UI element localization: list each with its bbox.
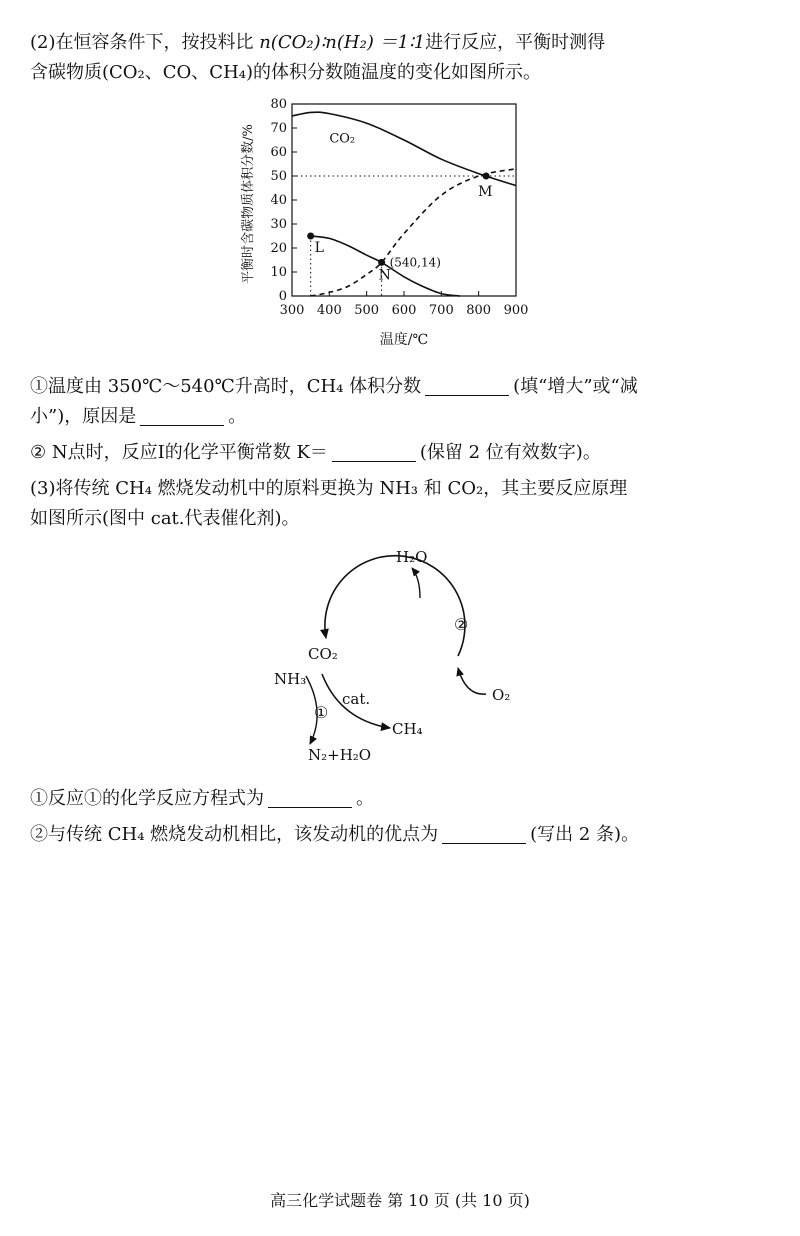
reaction-cycle-diagram	[260, 534, 540, 770]
y-tick-label: 40	[270, 193, 287, 208]
x-tick-label: 600	[391, 303, 417, 318]
volume-fraction-chart	[232, 94, 542, 356]
label-nh3: NH₃	[274, 670, 307, 688]
point-group	[307, 173, 492, 297]
q2-intro-line1	[30, 30, 770, 56]
q-a1-reason-text: 小”)，原因是	[30, 406, 137, 427]
label-n2-h2o: N₂+H₂O	[308, 746, 372, 764]
q-b2-hint: (写出 2 条)。	[530, 824, 640, 845]
q-b1-text: ①反应①的化学反应方程式为	[30, 788, 264, 809]
chart-ylabel: 平衡时含碳物质体积分数/%	[241, 124, 256, 284]
q-b2-text: ②与传统 CH₄ 燃烧发动机相比，该发动机的优点为	[30, 824, 439, 845]
label-cat: cat.	[342, 690, 371, 708]
point-label-L: L	[314, 240, 324, 256]
label-h2o: H₂O	[396, 548, 428, 566]
q-a2-hint: (保留 2 位有效数字)。	[419, 442, 601, 463]
q2-intro-text: (2)在恒容条件下，按投料比	[30, 32, 260, 53]
series-label-co2: CO₂	[329, 131, 356, 147]
x-tick-label: 300	[279, 303, 305, 318]
y-tick-label: 20	[270, 241, 287, 256]
o2-in-arrow	[458, 668, 486, 694]
q-b1-end: 。	[356, 788, 374, 809]
q2-intro-line2: 含碳物质(CO₂、CO、CH₄)的体积分数随温度的变化如图所示。	[30, 62, 542, 83]
x-tick-group	[280, 291, 529, 318]
label-ch4: CH₄	[392, 720, 423, 738]
x-tick-label: 700	[428, 303, 454, 318]
answer-blank-1	[425, 377, 509, 396]
y-tick-group	[270, 97, 297, 304]
point-label-M: M	[478, 184, 493, 200]
q-a1-end: 。	[228, 406, 247, 427]
y-tick-label: 50	[270, 169, 287, 184]
q-a1-line2	[30, 404, 770, 430]
answer-blank-4	[268, 789, 352, 808]
step-2-marker: ②	[454, 615, 469, 634]
cycle-arc-top	[325, 556, 465, 656]
q3-line1: (3)将传统 CH₄ 燃烧发动机中的原料更换为 NH₃ 和 CO₂，其主要反应原理	[30, 478, 628, 499]
y-tick-label: 30	[270, 217, 287, 232]
y-tick-label: 0	[278, 289, 287, 304]
q-a1-hint: (填“增大”或“减	[513, 376, 638, 397]
q-a1-line1	[30, 374, 770, 400]
y-tick-label: 80	[270, 97, 287, 112]
y-tick-label: 60	[270, 145, 287, 160]
q2-ratio: n(CO₂)∶n(H₂) ＝1∶1	[259, 32, 426, 53]
q-a2-line	[30, 440, 770, 466]
x-tick-label: 900	[503, 303, 529, 318]
x-tick-label: 400	[316, 303, 342, 318]
chart-xlabel: 温度/℃	[379, 332, 429, 348]
q-a2-text: ② N点时，反应Ⅰ的化学平衡常数 K＝	[30, 442, 328, 463]
point-M	[483, 173, 490, 180]
step-1-marker: ①	[314, 703, 329, 722]
q2-intro-text-b: 进行反应，平衡时测得	[425, 32, 606, 53]
q-b1-line	[30, 786, 770, 812]
q-a1-text: ①温度由 350℃～540℃升高时，CH₄ 体积分数	[30, 376, 422, 397]
h2o-out-arrow	[412, 568, 420, 598]
label-co2: CO₂	[308, 645, 338, 663]
answer-blank-3	[332, 443, 416, 462]
x-tick-label: 500	[354, 303, 380, 318]
q3-line2: 如图所示(图中 cat.代表催化剂)。	[30, 508, 300, 529]
y-tick-label: 70	[270, 121, 287, 136]
page-footer: 高三化学试题卷 第 10 页 (共 10 页)	[270, 1191, 530, 1210]
answer-blank-2	[140, 407, 224, 426]
point-n-annotation: (540,14)	[389, 255, 441, 270]
x-tick-label: 800	[466, 303, 492, 318]
y-tick-label: 10	[270, 265, 287, 280]
answer-blank-5	[442, 825, 526, 844]
label-o2: O₂	[492, 686, 511, 704]
q-b2-line	[30, 822, 770, 848]
point-label-N: N	[378, 267, 391, 284]
